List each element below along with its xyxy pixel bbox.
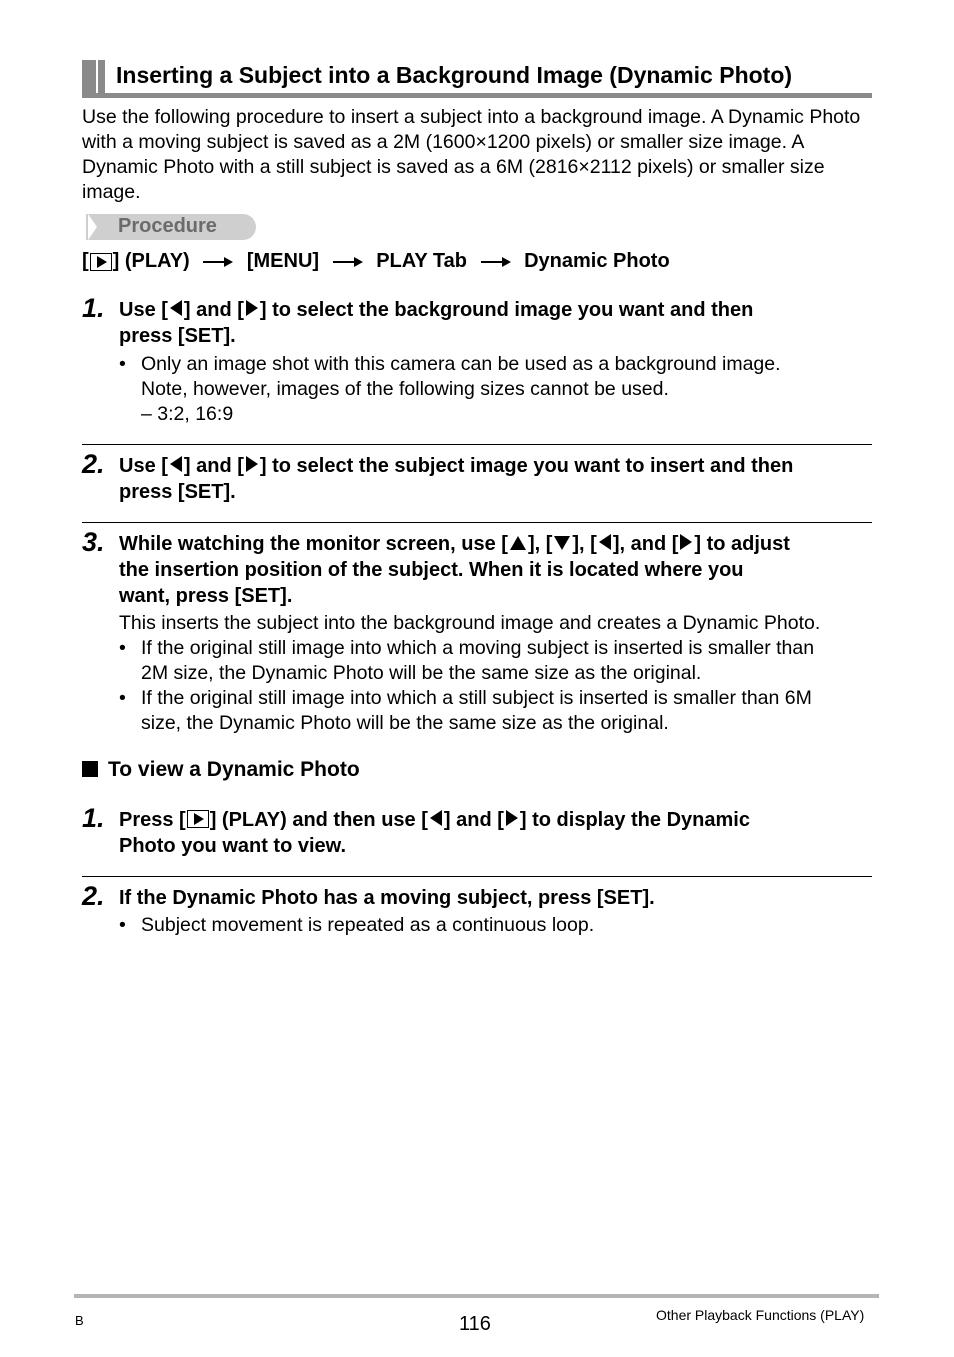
procedure-badge [82,214,256,240]
right-arrow-icon [680,534,692,550]
step-result: This inserts the subject into the background image and creates a Dynamic Photo. [119,612,821,634]
step-number: 1. [82,293,105,323]
chevron-right-icon [88,214,97,240]
path-menu: [MENU] [246,250,320,273]
footer-section-title: Other Playback Functions (PLAY) [656,1307,865,1323]
step-instruction: Use [ ] and [ ] to select the subject image you want to insert and then [119,455,794,477]
step-instruction: While watching the monitor screen, use [ ], [ ], [ ], and [ ] to adjust [119,533,790,555]
intro-paragraph: Use the following procedure to insert a subject into a background image. A Dynamic Photo with a moving subject is saved as a 2M (1600×1200 pixels) or smaller size image. A Dynamic Photo with a still subject is saved as a 6M (2816×2112 pixels) or smaller size image. [82,106,861,203]
arrow-right-icon [203,256,233,268]
step-instruction: Press [ ] (PLAY) and then use [ ] and [ ] to display the Dynamic [119,809,750,831]
title-underline [82,93,872,98]
right-arrow-icon [246,456,258,472]
path-tab: PLAY Tab [376,250,467,273]
divider [82,522,872,523]
note-item: – 3:2, 16:9 [141,403,234,425]
footer-rule [74,1294,879,1298]
up-arrow-icon [510,536,526,550]
step-instruction-cont: press [SET]. [119,325,236,347]
arrow-right-icon [333,256,363,268]
footer-left-mark: B [75,1313,84,1328]
section-title: Inserting a Subject into a Background Image (Dynamic Photo) [116,62,793,88]
divider [82,444,872,445]
step-number: 2. [82,881,105,911]
step-instruction: If the Dynamic Photo has a moving subject, press [SET]. [119,887,655,909]
list-item: • Subject movement is repeated as a continuous loop. [119,914,595,936]
left-arrow-icon [599,534,611,550]
left-arrow-icon [430,810,442,826]
list-item: • Only an image shot with this camera can be used as a background image. Note, however, images of the following sizes cannot be used. [119,353,781,400]
step-instruction-cont: the insertion position of the subject. When it is located where you [119,559,744,581]
path-play: ] (PLAY) [112,250,190,273]
play-icon [90,253,112,271]
right-arrow-icon [246,300,258,316]
procedure-label: Procedure [118,215,217,237]
divider [82,876,872,877]
play-icon [187,810,209,828]
square-bullet-icon [82,761,98,777]
down-arrow-icon [554,536,570,550]
title-marker-block [98,60,105,94]
page-number: 116 [459,1313,491,1335]
left-arrow-icon [170,456,182,472]
step-number: 2. [82,449,105,479]
right-arrow-icon [506,810,518,826]
step-instruction: Use [ ] and [ ] to select the background image you want and then [119,299,754,321]
subsection-heading: To view a Dynamic Photo [82,758,360,782]
step-number: 3. [82,527,105,557]
title-marker-block [82,60,96,94]
step-instruction-cont: press [SET]. [119,481,236,503]
section-title-bar [82,58,872,96]
step-instruction-cont: want, press [SET]. [119,585,293,607]
step-number: 1. [82,803,105,833]
arrow-right-icon [481,256,511,268]
left-arrow-icon [170,300,182,316]
list-item: • If the original still image into which a moving subject is inserted is smaller than 2M size, the Dynamic Photo will be the same size as the original. [119,637,815,684]
menu-path [82,250,670,273]
path-item: Dynamic Photo [524,250,670,273]
list-item: • If the original still image into which a still subject is inserted is smaller than 6M size, the Dynamic Photo will be the same size as the original. [119,687,812,734]
step-instruction-cont: Photo you want to view. [119,835,347,857]
path-bracket: [ [82,250,89,273]
